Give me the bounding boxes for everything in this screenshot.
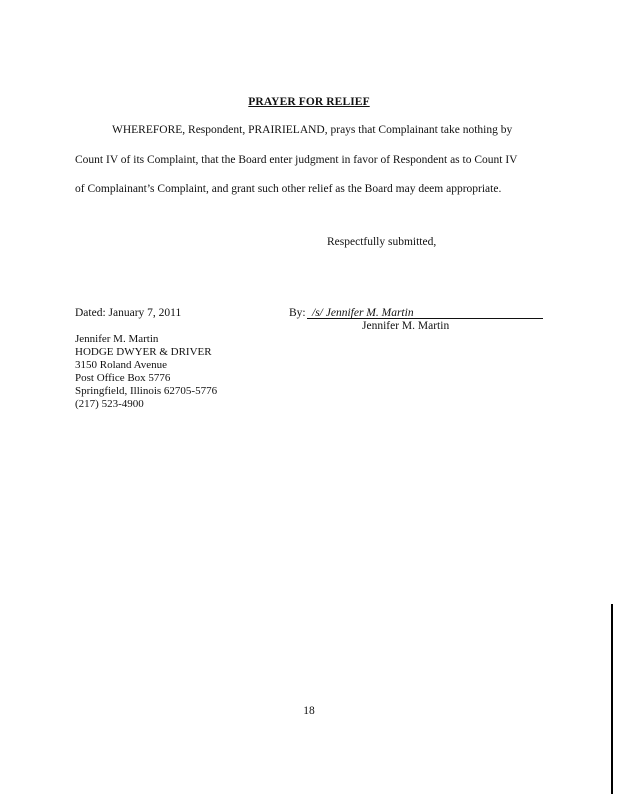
body-line-2: Count IV of its Complaint, that the Board enter judgment in favor of Respondent as to Count IV [75,154,518,166]
signature-by-label: By: [289,307,306,319]
signatory-printed-name: Jennifer M. Martin [362,320,450,332]
address-line: (217) 523-4900 [75,398,144,410]
body-line-3: of Complainant’s Complaint, and grant such other relief as the Board may deem appropriate. [75,183,502,195]
body-line-1: WHEREFORE, Respondent, PRAIRIELAND, prays that Complainant take nothing by [112,124,513,136]
page-number: 18 [303,705,315,717]
address-line: Post Office Box 5776 [75,372,171,384]
address-line: 3150 Roland Avenue [75,359,168,371]
address-line: Jennifer M. Martin [75,333,159,345]
electronic-signature: /s/ Jennifer M. Martin [312,307,414,319]
section-heading: PRAYER FOR RELIEF [248,96,370,108]
date-line: Dated: January 7, 2011 [75,307,182,319]
closing-phrase: Respectfully submitted, [327,236,437,248]
scan-margin-bar [611,604,613,794]
address-line: Springfield, Illinois 62705-5776 [75,385,218,397]
address-line: HODGE DWYER & DRIVER [75,346,212,358]
attorney-address-block [75,333,217,411]
